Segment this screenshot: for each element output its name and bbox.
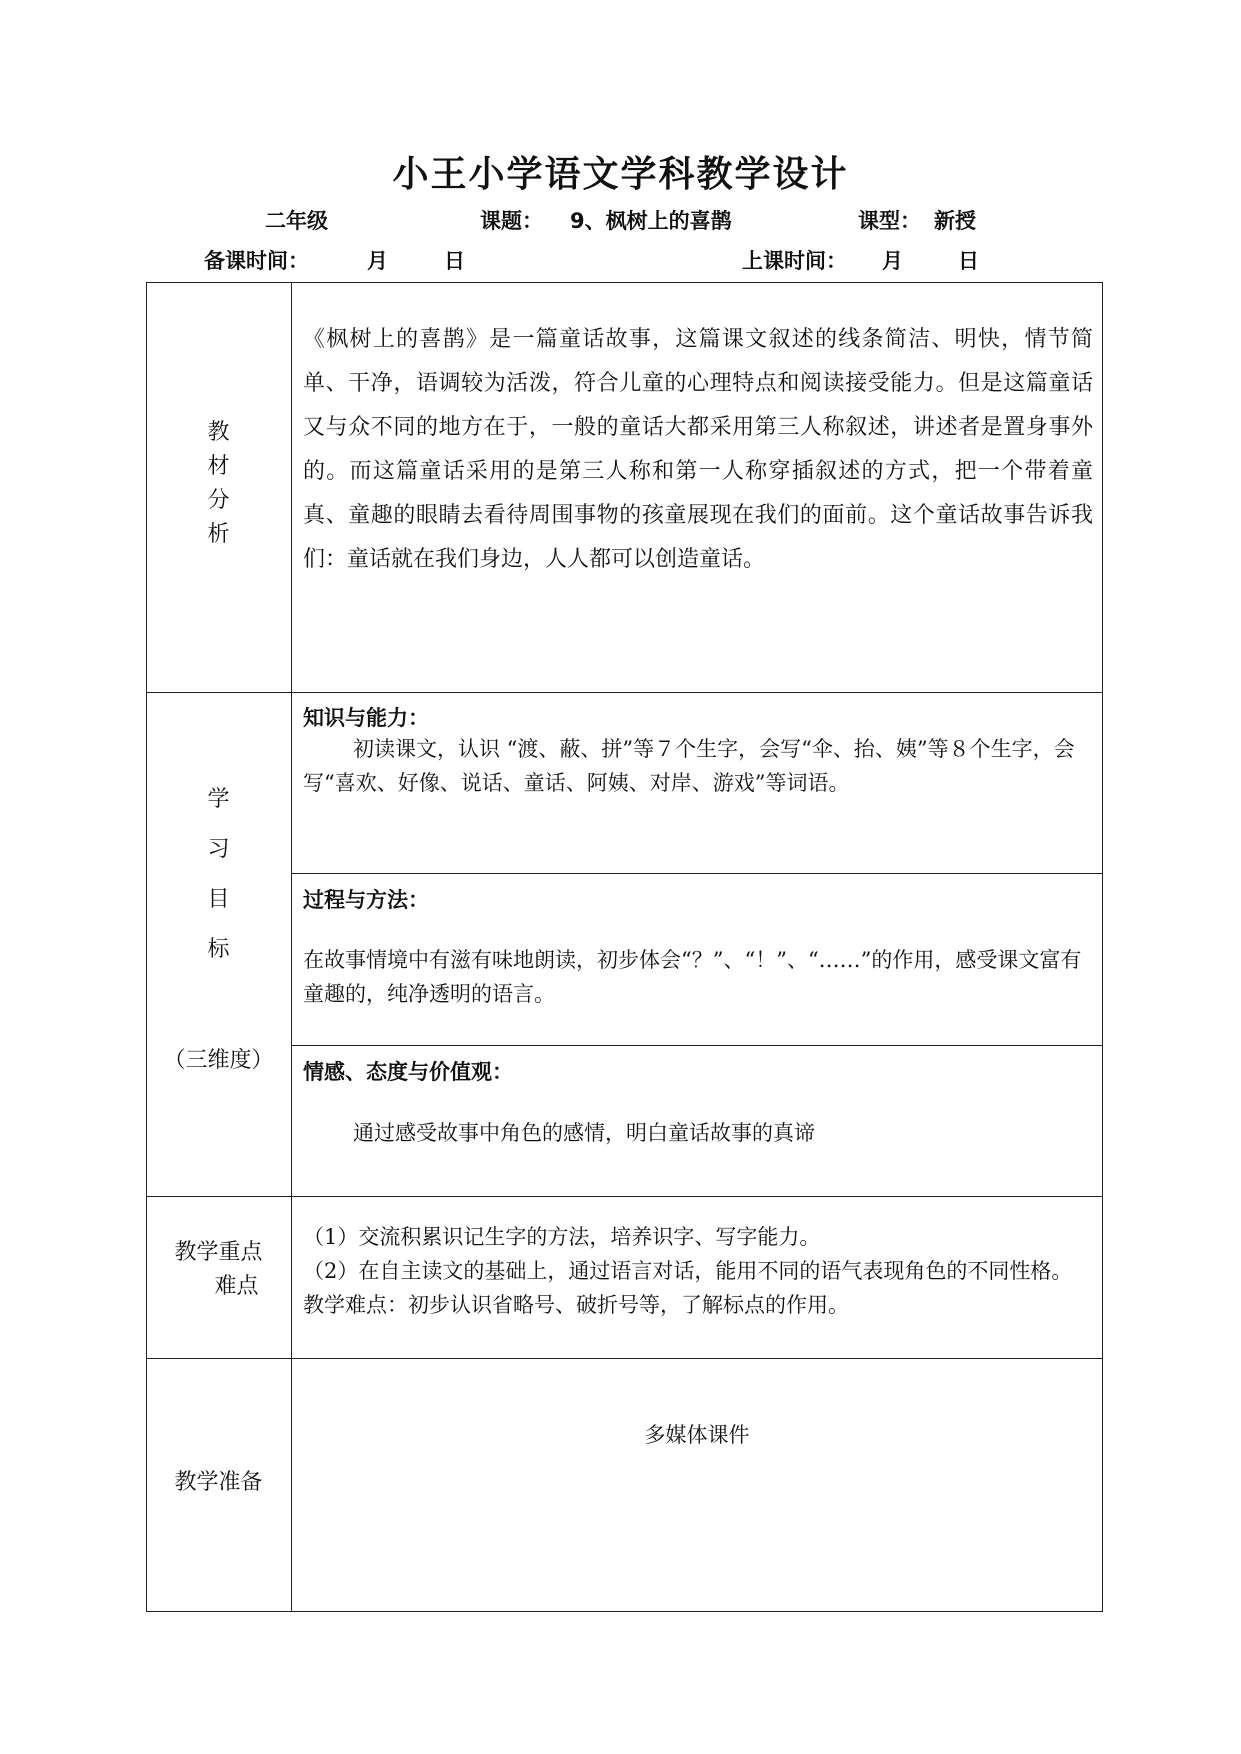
key-points-label-line: 难点: [214, 1274, 259, 1299]
row-divider: [291, 873, 1103, 874]
key-points-list: [303, 1220, 1093, 1322]
page-title: 小王小学语文学科教学设计: [392, 154, 849, 195]
key-point-item: （2）在自主读文的基础上，通过语言对话，能用不同的语气表现角色的不同性格。: [303, 1259, 1073, 1283]
class-month: 月: [882, 249, 903, 273]
topic-label: 课题：: [480, 209, 543, 233]
goals-label: [146, 775, 291, 975]
emotion-text: 通过感受故事中角色的感情，明白童话故事的真谛: [353, 1121, 815, 1145]
row-divider: [146, 1196, 1103, 1197]
material-content: 《枫树上的喜鹊》是一篇童话故事，这篇课文叙述的线条简洁、明快，情节简单、干净，语调较为活泼，符合儿童的心理特点和阅读接受能力。但是这篇童话又与众不同的地方在于，一般的童话大都采用第三人称叙述，讲述者是置身事外的。而这篇童话采用的是第三人称和第一人称穿插叙述的方式，把一个带着童真、童趣的眼睛去看待周围事物的孩童展现在我们的面前。这个童话故事告诉我们：童话就在我们身边，人人都可以创造童话。: [303, 327, 1093, 572]
prep-day: 日: [444, 249, 465, 273]
goals-label-char: 标: [207, 937, 230, 962]
column-divider: [291, 282, 292, 1612]
emotion-heading: 情感、态度与价值观：: [303, 1060, 513, 1084]
class-day: 日: [958, 249, 979, 273]
key-points-label-line: 教学重点: [174, 1240, 263, 1265]
row-divider: [291, 1045, 1103, 1046]
preparation-content: 多媒体课件: [644, 1423, 750, 1447]
goals-label-char: 学: [207, 787, 230, 812]
class-time-label: 上课时间：: [742, 249, 847, 273]
goals-label-char: 目: [207, 887, 230, 912]
knowledge-heading: 知识与能力：: [303, 706, 429, 730]
key-points-label: [146, 1236, 291, 1304]
knowledge-text: 初读课文，认识 “渡、蔽、拼”等７个生字，会写“伞、抬、姨”等８个生字，会写“喜欢、好像、说话、童话、阿姨、对岸、游戏”等词语。: [303, 737, 1075, 795]
grade: 二年级: [265, 209, 328, 233]
type-value: 新授: [934, 209, 976, 233]
process-text: 在故事情境中有滋有味地朗读，初步体会“？”、“！”、“……”的作用，感受课文富有童趣的，纯净透明的语言。: [303, 948, 1082, 1006]
row-divider: [146, 692, 1103, 693]
topic-value: 9、枫树上的喜鹊: [570, 209, 732, 233]
prep-month: 月: [367, 249, 388, 273]
material-label: 教 材 分 析: [207, 420, 230, 547]
type-label: 课型：: [858, 209, 921, 233]
teaching-difficulty: 教学难点：初步认识省略号、破折号等，了解标点的作用。: [303, 1293, 849, 1317]
row-divider: [146, 1358, 1103, 1359]
goals-label-suffix: （三维度）: [163, 1048, 274, 1073]
preparation-label: 教学准备: [174, 1470, 263, 1495]
key-point-item: （1）交流积累识记生字的方法，培养识字、写字能力。: [303, 1225, 821, 1249]
process-heading: 过程与方法：: [303, 888, 429, 912]
goals-label-char: 习: [207, 837, 230, 862]
prep-time-label: 备课时间：: [204, 249, 309, 273]
